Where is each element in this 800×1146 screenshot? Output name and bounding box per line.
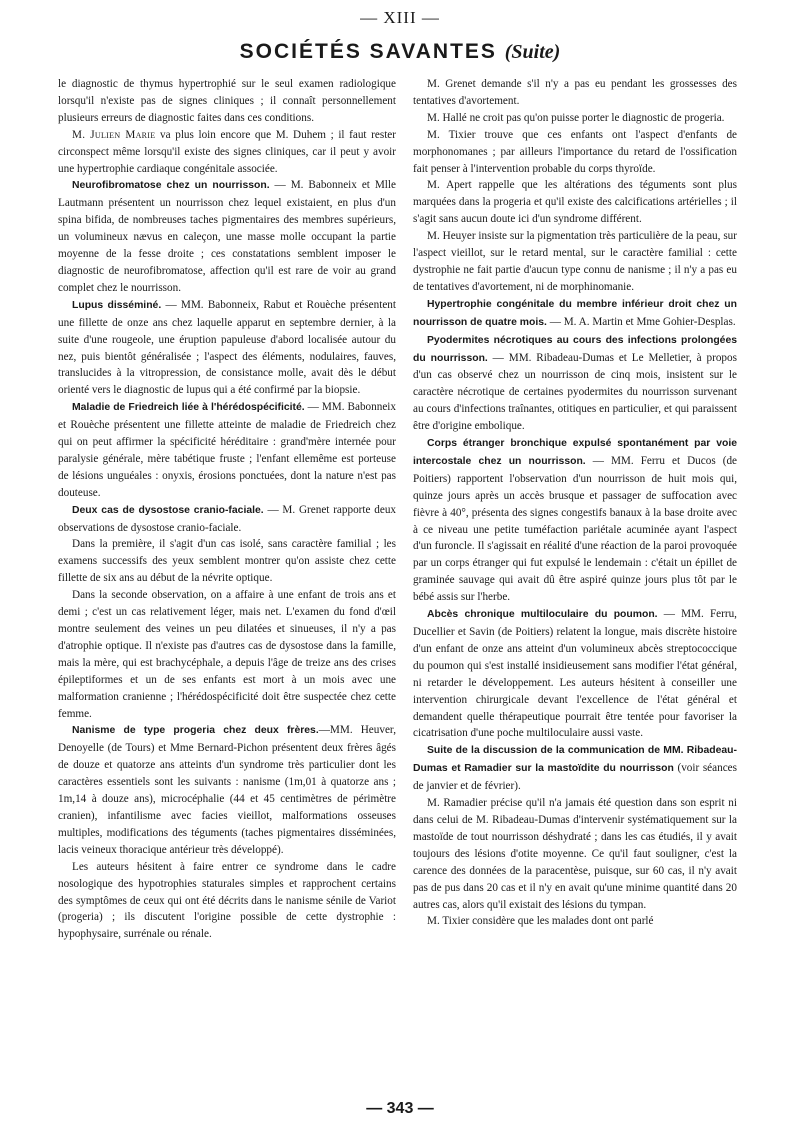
section-heading: Abcès chronique multiloculaire du poumon. <box>427 609 658 621</box>
speaker-name: M. Julien Marie <box>72 128 156 141</box>
paragraph <box>413 332 737 435</box>
right-column <box>413 76 737 1096</box>
paragraph <box>413 742 737 795</box>
paragraph-text: — M. Grenet rapporte deux observations de dysostose cranio-faciale. <box>58 503 396 534</box>
paragraph-text: — MM. Ferru et Ducos (de Poitiers) rapportent l'observation d'un nourrisson de huit mois qui, quinze jours après un accès brusque et passager de suffocation avec fièvre à 40°, présenta des signes congestifs banaux à la base droite avec à ce niveau une petite tuméfaction pariétale acuminée ayant l'aspect d'un furoncle. Il s'agissait en réalité d'une réaction de la paroi provoquée par un corps étranger qui fut expulsé le lendemain : c'était un épillet de graminée sauvage qui avait dû être aspiré quinze jours plus tôt par le bébé assis sur l'herbe. <box>413 454 737 604</box>
paragraph <box>58 399 396 501</box>
paragraph <box>413 435 737 606</box>
paragraph <box>58 177 396 296</box>
paragraph: M. Ramadier précise qu'il n'a jamais été question dans son esprit ni dans celui de M. Ribadeau-Dumas d'intervenir systématiquement sur la mastoïde de tout nourrisson déshydraté ; dans les cas étudiés, il y avait toujours des lésions d'otite moyenne. Ce qu'il faut souligner, c'est la carence des données de la paracentèse, puisque, sur 60 cas, il n'y avait pas de pus dans 20 cas et il n'y en avait qu'une minime quantité dans 20 autres cas, alors qu'il existait des lésions du tympan. <box>413 797 737 911</box>
page-title <box>0 40 800 64</box>
paragraph-text: —MM. Heuver, Denoyelle (de Tours) et Mme Bernard-Pichon présentent deux frères âgés de douze et quatorze ans atteints d'un syndrome très particulier dont les caractères essentiels sont les suivants : nanisme (1m,01 à quatorze ans ; 1m,14 à douze ans), microcéphalie (44 et 45 centimètres de périmètre cranien), infantilisme avec facies vieillot, malformations osseuses multiples, modifications des téguments (taches pigmentaires disséminées, lacis veineux thoracique antérieur très développé). <box>58 724 396 856</box>
section-heading: Neurofibromatose chez un nourrisson. <box>72 180 270 192</box>
section-heading: Deux cas de dysostose cranio-faciale. <box>72 504 264 516</box>
paragraph-text: — M. Babonneix et Mlle Lautmann présentent un nourrisson chez lequel existaient, en plus d'un spina bifida, de nombreuses taches pigmentaires des membres supérieurs, un volumineux nævus en caleçon, une masse molle occupant la partie moyenne de la fesse droite ; ces constatations semblent imposer le diagnostic de neurofibromatose, affection qu'il est rare de voir au grand complet chez le nourrisson. <box>58 179 396 294</box>
section-heading: Suite de la discussion de la communication de MM. Ribadeau-Dumas et Ramadier sur la mastoïdite du nourrisson <box>413 745 737 775</box>
paragraph: le diagnostic de thymus hypertrophié sur le seul examen radiologique lorsqu'il n'existe pas de signes cliniques ; il connaît personnellement plusieurs erreurs de diagnostic faites dans ces conditions. <box>58 78 396 124</box>
page-roman-numeral: — XIII — <box>360 8 440 27</box>
paragraph: M. Hallé ne croit pas qu'on puisse porter le diagnostic de progeria. <box>427 111 725 124</box>
section-heading: Hypertrophie congénitale du membre inférieur droit chez un nourrisson de quatre mois. <box>413 298 737 328</box>
paragraph: Dans la seconde observation, on a affaire à une enfant de trois ans et demi ; c'est un cas relativement léger, mais net. L'examen du fond d'œil montre seulement des veines un peu dilatées et sinueuses, il n'y a pas d'atrophie optique. Il n'existe pas d'autres cas de dysostose dans la famille, mais la mère, qui est brachycéphale, a depuis l'âge de treize ans des crises épileptiformes et un de ses enfants est mort à un mois avec une malformation cranienne ; l'hérédospécificité doit être suspectée chez cette femme. <box>58 589 396 720</box>
left-column <box>58 76 396 1096</box>
paragraph-text: va plus loin encore que M. Duhem ; il faut rester circonspect même lorsqu'il existe des signes cliniques, car il peut y avoir une hypertrophie cardiaque congénitale associée. <box>58 128 396 175</box>
paragraph-text: — MM. Babonneix, Rabut et Rouèche présentent une fillette de onze ans chez laquelle apparut en septembre dernier, à la suite d'une rougeole, une éruption papuleuse d'abord localisée autour du nez, puis bientôt généralisée ; l'aspect des éléments, nodulaires, fauves, translucides à la vitropression, de consistance molle, avait dès le début orienté vers le diagnostic de lupus qui a été confirmé par la biopsie. <box>58 298 396 397</box>
paragraph: M. Apert rappelle que les altérations des téguments sont plus marquées dans la progeria et qu'il existe des calcifications artérielles ; il s'agit sans aucun doute ici d'un syndrome différent. <box>413 179 737 226</box>
paragraph-text: — MM. Ferru, Ducellier et Savin (de Poitiers) relatent la longue, mais discrète histoire d'un enfant de onze ans atteint d'un volumineux abcès streptococcique du poumon qui s'est installé insidieusement sans modifier l'état général, ni retarder le développement. Les auteurs hésitent à conseiller une intervention chirurgicale devant l'excellence de l'état général et demandent quelle thérapeutique pourrait être tentée pour favoriser la cicatrisation d'une poche multiloculaire aussi vaste. <box>413 608 737 740</box>
paragraph: M. Heuyer insiste sur la pigmentation très particulière de la peau, sur l'aspect vieillot, sur le retard mental, sur le caractère familial : cette dystrophie ne fait partie d'aucun type connu de nanisme ; il n'y a pas eu de tentatives d'avortement, ni de morphinomanie. <box>413 230 737 293</box>
paragraph <box>413 296 737 332</box>
section-heading: Pyodermites nécrotiques au cours des infections prolongées du nourrisson. <box>413 334 737 364</box>
paragraph: Les auteurs hésitent à faire entrer ce syndrome dans le cadre nosologique des hypotrophies staturales simples et rapprochent certains des symptômes de ceux qui ont été décrits dans le nanisme sénile de Variot (progeria) ; ils discutent l'origine possible de cette dystrophie : hypophysaire, surrénale ou rénale. <box>58 860 396 941</box>
paragraph: M. Tixier considère que les malades dont ont parlé <box>427 915 654 928</box>
paragraph-text: (voir séances de janvier et de février). <box>413 762 737 793</box>
page-number: — 343 — <box>366 1100 434 1117</box>
paragraph <box>413 606 737 742</box>
paragraph <box>58 127 396 178</box>
paragraph <box>58 722 396 858</box>
section-heading: Nanisme de type progeria chez deux frères. <box>72 725 319 737</box>
paragraph-text: — MM. Ribadeau-Dumas et Le Melletier, à propos d'un cas observé chez un nourrisson de cinq mois, insistent sur le caractère nécrotique de certaines pyodermites du nourrisson survenant au cours d'infections traînantes, otitiques en particulier, et qui paraissent être d'origine embolique. <box>413 351 737 433</box>
paragraph <box>58 502 396 537</box>
paragraph: M. Tixier trouve que ces enfants ont l'aspect d'enfants de morphonomanes ; par ailleurs l'importance du retard de l'ossification fait penser à l'intervention probable du corps thyroïde. <box>413 128 737 175</box>
paragraph-text: — MM. Babonneix et Rouèche présentent une fillette atteinte de maladie de Friedreich chez qui on peut affirmer la spécificité héréditaire : grand'mère internée pour paralysie générale, mère tabétique fruste ; l'enfant ellemême est porteuse de lésions unguéales : onyxis, érosions ponctuées, dont la nature n'est pas douteuse. <box>58 401 396 499</box>
title-text: SOCIÉTÉS SAVANTES <box>239 40 497 63</box>
section-heading: Corps étranger bronchique expulsé spontanément par voie intercostale chez un nourrisson. <box>413 438 737 467</box>
section-heading: Lupus disséminé. <box>72 299 162 311</box>
title-suite: (Suite) <box>504 41 561 63</box>
paragraph: Dans la première, il s'agit d'un cas isolé, sans caractère familial ; les examens successifs des yeux semblent montrer qu'on assiste chez cette fillette de six ans au début de la névrite optique. <box>58 538 396 585</box>
paragraph-text: — M. A. Martin et Mme Gohier-Desplas. <box>546 315 736 328</box>
section-heading: Maladie de Friedreich liée à l'hérédospécificité. <box>72 402 305 414</box>
paragraph: M. Grenet demande s'il n'y a pas eu pendant les grossesses des tentatives d'avortement. <box>413 78 737 107</box>
paragraph <box>58 297 396 399</box>
